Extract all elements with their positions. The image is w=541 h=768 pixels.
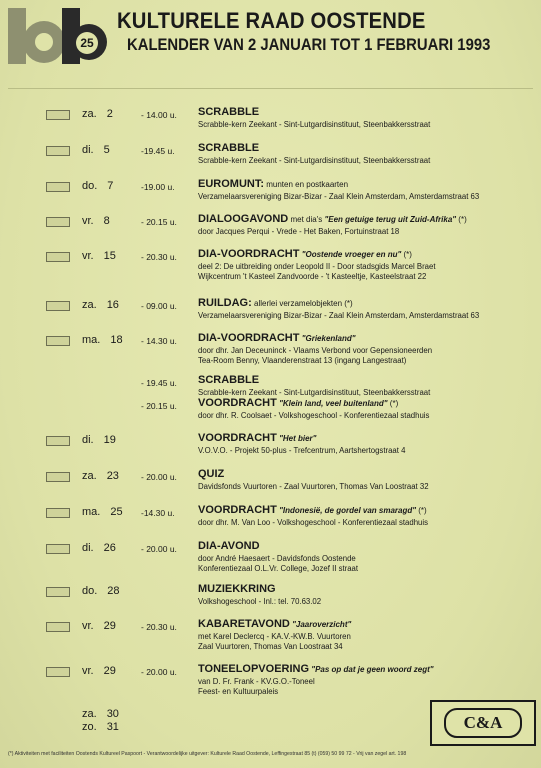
- entry-detail: door dhr. R. Coolsaet - Volkshogeschool - Konferentiezaal stadhuis: [198, 411, 430, 420]
- checkbox-marker: [46, 587, 70, 597]
- checkbox-marker: [46, 146, 70, 156]
- entry-title: EUROMUNT: munten en postkaarten: [198, 178, 349, 190]
- kulturele-raad-logo: [8, 8, 108, 64]
- entry-detail: Wijkcentrum 't Kasteel Zandvoorde - 't Kasteeltje, Kasteelstraat 22: [198, 272, 427, 281]
- entry-detail: Verzamelaarsvereniging Bizar-Bizar - Zaal Klein Amsterdam, Amsterdamstraat 63: [198, 311, 480, 320]
- entry-detail: Tea-Room Benny, Vlaanderenstraat 13 (ingang Langestraat): [198, 356, 407, 365]
- entry-title: DIALOOGAVOND met dia's "Een getuige terug uit Zuid-Afrika" (*): [198, 213, 467, 225]
- entry-detail: Volkshogeschool - Inl.: tel. 70.63.02: [198, 597, 322, 606]
- entry-day: za. 16: [82, 299, 119, 311]
- entry-detail: deel 2: De uitbreiding onder Leopold II - Door stadsgids Marcel Braet: [198, 262, 436, 271]
- entry-title: DIA-VOORDRACHT "Oostende vroeger en nu" (*): [198, 248, 412, 260]
- entry-time: - 20.30 u.: [141, 622, 177, 632]
- entry-detail: Konferentiezaal O.L.Vr. College, Jozef II straat: [198, 564, 359, 573]
- entry-detail: V.O.V.O. - Projekt 50-plus - Trefcentrum, Aartshertogstraat 4: [198, 446, 406, 455]
- extra-day: zo. 31: [82, 721, 119, 733]
- page-title: KULTURELE RAAD OOSTENDE: [117, 8, 426, 33]
- entry-day: [82, 376, 92, 388]
- divider: [8, 88, 533, 89]
- entry-time: - 09.00 u.: [141, 301, 177, 311]
- entry-title: VOORDRACHT "Klein land, veel buitenland" (*): [198, 397, 399, 409]
- entry-detail: door dhr. Jan Deceuninck - Vlaams Verbond voor Gepensioneerden: [198, 346, 433, 355]
- entry-time: - 19.45 u.: [141, 378, 177, 388]
- entry-time: - 20.00 u.: [141, 667, 177, 677]
- entry-title: SCRABBLE: [198, 106, 260, 118]
- entry-title: QUIZ: [198, 468, 225, 480]
- checkbox-marker: [46, 217, 70, 227]
- entry-detail: Scrabble-kern Zeekant - Sint-Lutgardisinstituut, Steenbakkersstraat: [198, 156, 431, 165]
- entry-title: VOORDRACHT "Het bier": [198, 432, 317, 444]
- entry-day: do. 7: [82, 180, 114, 192]
- entry-title: DIA-AVOND: [198, 540, 260, 552]
- entry-day: di. 5: [82, 144, 110, 156]
- entry-detail: Davidsfonds Vuurtoren - Zaal Vuurtoren, Thomas Van Loostraat 32: [198, 482, 429, 491]
- checkbox-marker: [46, 622, 70, 632]
- checkbox-marker: [46, 436, 70, 446]
- entry-time: -19.45 u.: [141, 146, 175, 156]
- entry-time: - 20.30 u.: [141, 252, 177, 262]
- entry-detail: door André Haesaert - Davidsfonds Oostende: [198, 554, 356, 563]
- entry-detail: Feest- en Kultuurpaleis: [198, 687, 279, 696]
- entry-detail: door dhr. M. Van Loo - Volkshogeschool - Konferentiezaal stadhuis: [198, 518, 429, 527]
- entry-detail: Scrabble-kern Zeekant - Sint-Lutgardisinstituut, Steenbakkersstraat: [198, 120, 431, 129]
- entry-title: RUILDAG: allerlei verzamelobjekten (*): [198, 297, 353, 309]
- entry-detail: met Karel Declercq - KA.V.-KW.B. Vuurtoren: [198, 632, 351, 641]
- entry-day: di. 26: [82, 542, 116, 554]
- entry-day: za. 23: [82, 470, 119, 482]
- entry-time: -19.00 u.: [141, 182, 175, 192]
- entry-title: DIA-VOORDRACHT "Griekenland": [198, 332, 356, 344]
- entry-title: VOORDRACHT "Indonesië, de gordel van smaragd" (*): [198, 504, 427, 516]
- extra-day: za. 30: [82, 708, 119, 720]
- entry-title: SCRABBLE: [198, 142, 260, 154]
- entry-time: - 14.30 u.: [141, 336, 177, 346]
- entry-time: - 20.15 u.: [141, 217, 177, 227]
- entry-detail: Scrabble-kern Zeekant - Sint-Lutgardisinstituut, Steenbakkersstraat: [198, 388, 431, 397]
- page-subtitle: KALENDER VAN 2 JANUARI TOT 1 FEBRUARI 1993: [127, 36, 491, 54]
- entry-day: [82, 399, 92, 411]
- entry-time: - 20.00 u.: [141, 472, 177, 482]
- checkbox-marker: [46, 544, 70, 554]
- entry-day: vr. 8: [82, 215, 110, 227]
- checkbox-marker: [46, 667, 70, 677]
- footer-note: (*) Aktiviteiten met faciliteiten Oostends Kultureel Paspoort - Verantwoordelijke uitgever: Kulturele Raad Oostende, Leffingestraat 85 (t) (059) 50 99 72 - Vrij van zegel art. 198: [8, 751, 407, 757]
- logo-number: 25: [80, 36, 94, 50]
- entry-title: TONEELOPVOERING "Pas op dat je geen woord zegt": [198, 663, 434, 675]
- checkbox-marker: [46, 301, 70, 311]
- entry-detail: Zaal Vuurtoren, Thomas Van Loostraat 34: [198, 642, 343, 651]
- entry-time: - 20.15 u.: [141, 401, 177, 411]
- checkbox-marker: [46, 508, 70, 518]
- entry-detail: van D. Fr. Frank - KV.G.O.-Toneel: [198, 677, 315, 686]
- entry-day: ma. 25: [82, 506, 123, 518]
- entry-day: za. 2: [82, 108, 113, 120]
- checkbox-marker: [46, 110, 70, 120]
- entry-day: ma. 18: [82, 334, 123, 346]
- entry-day: vr. 29: [82, 665, 116, 677]
- checkbox-marker: [46, 336, 70, 346]
- entry-detail: door Jacques Perqui - Vrede - Het Baken, Fortuinstraat 18: [198, 227, 400, 236]
- entry-title: SCRABBLE: [198, 374, 260, 386]
- entry-time: -14.30 u.: [141, 508, 175, 518]
- checkbox-marker: [46, 182, 70, 192]
- entry-day: di. 19: [82, 434, 116, 446]
- entry-day: do. 28: [82, 585, 120, 597]
- entry-title: KABARETAVOND "Jaaroverzicht": [198, 618, 352, 630]
- entry-time: - 20.00 u.: [141, 544, 177, 554]
- entry-day: vr. 29: [82, 620, 116, 632]
- sponsor-logo: [430, 700, 536, 746]
- entry-detail: Verzamelaarsvereniging Bizar-Bizar - Zaal Klein Amsterdam, Amsterdamstraat 63: [198, 192, 480, 201]
- entry-title: MUZIEKKRING: [198, 583, 276, 595]
- entry-time: - 14.00 u.: [141, 110, 177, 120]
- checkbox-marker: [46, 252, 70, 262]
- checkbox-marker: [46, 472, 70, 482]
- entry-day: vr. 15: [82, 250, 116, 262]
- sponsor-label: C&A: [444, 708, 522, 738]
